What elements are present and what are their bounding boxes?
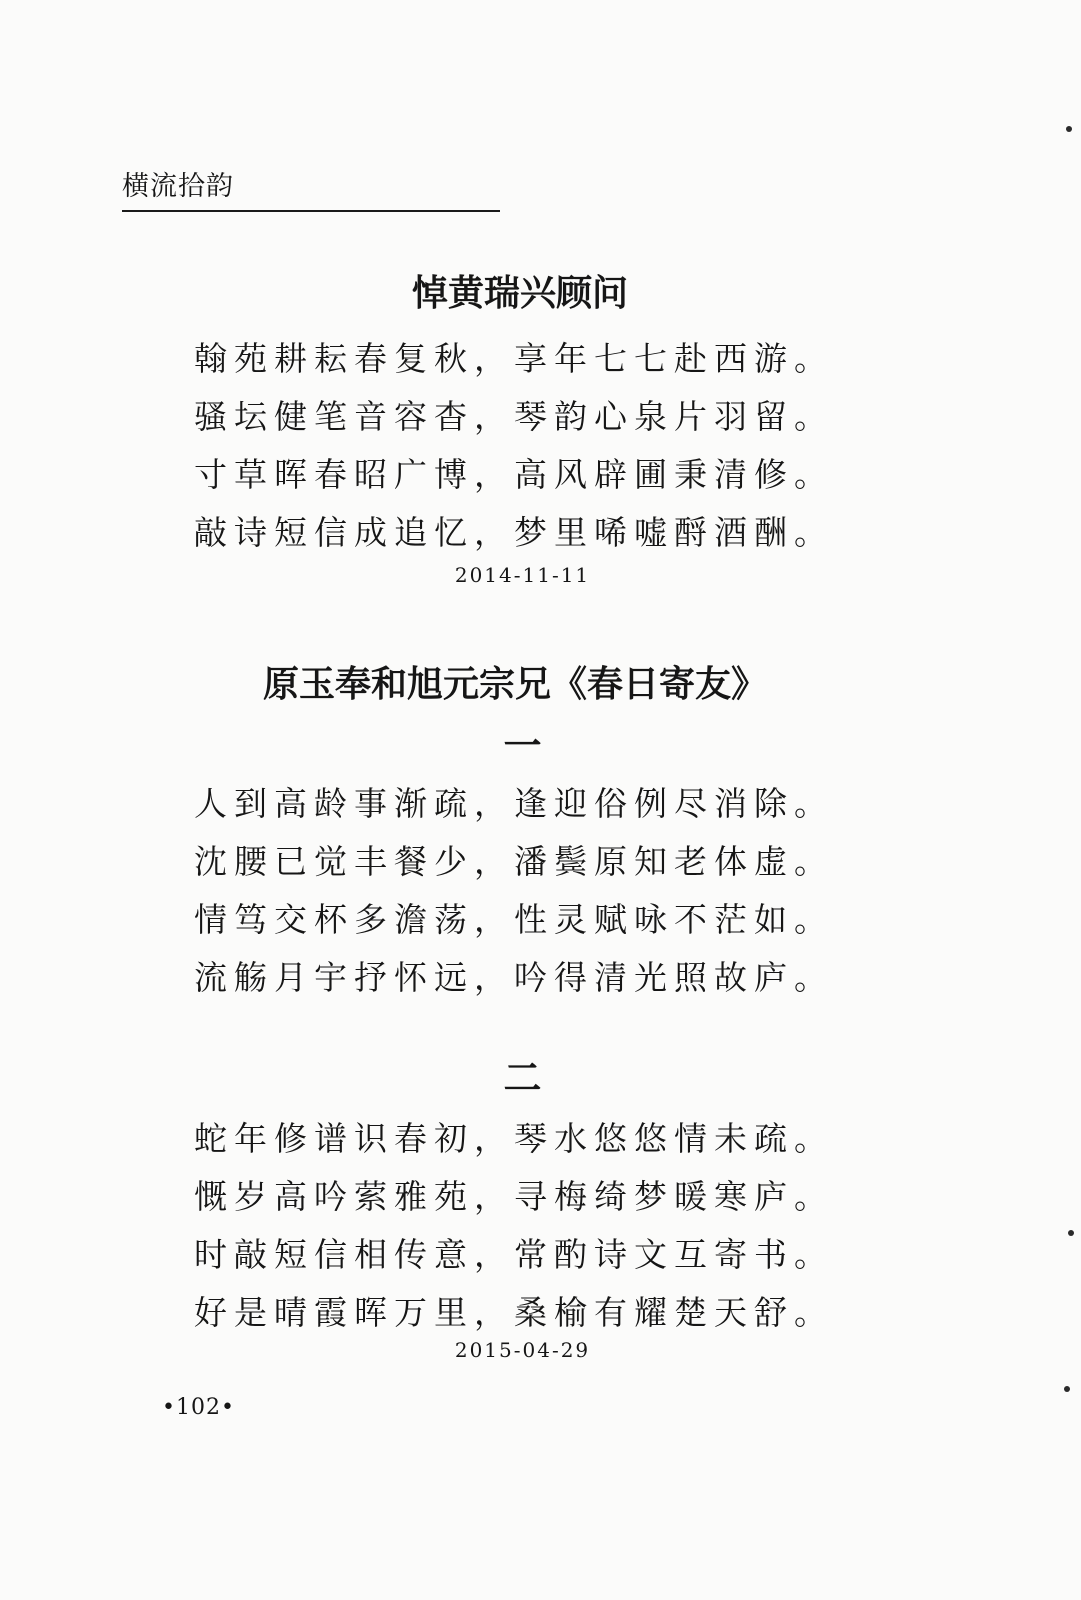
running-title: 横流拾韵 — [122, 171, 234, 202]
running-header — [122, 170, 500, 212]
poem-date: 2014-11-11 — [454, 563, 591, 587]
poem-line: 沈腰已觉丰餐少，潘鬓原知老体虚。 — [194, 842, 834, 881]
poem-line: 人到高龄事渐疏，逢迎俗例尽消除。 — [194, 784, 834, 823]
poem-title: 原玉奉和旭元宗兄《春日寄友》 — [262, 664, 767, 705]
scan-speck — [1066, 126, 1072, 132]
poem-body — [194, 1110, 1054, 1342]
poem-line: 好是晴霞晖万里，桑榆有耀楚天舒。 — [194, 1293, 834, 1332]
poem-line: 情笃交杯多澹荡，性灵赋咏不茫如。 — [194, 900, 834, 939]
poem-line: 敲诗短信成追忆，梦里唏嘘酹酒酬。 — [194, 513, 834, 552]
section-number: 一 — [503, 724, 542, 768]
poem-body — [194, 775, 1054, 1007]
page-number: •102• — [162, 1395, 235, 1420]
poem-line: 骚坛健笔音容杳，琴韵心泉片羽留。 — [194, 397, 834, 436]
poem-line: 寸草晖春昭广博，高风辟圃秉清修。 — [194, 455, 834, 494]
poem-date: 2015-04-29 — [454, 1338, 591, 1362]
poem-line: 蛇年修谱识春初，琴水悠悠情未疏。 — [194, 1119, 834, 1158]
poem-line: 慨岁高吟萦雅苑，寻梅绮梦暖寒庐。 — [194, 1177, 834, 1216]
section-number: 二 — [503, 1056, 542, 1100]
poem-title: 悼黄瑞兴顾问 — [411, 273, 628, 314]
poem-line: 翰苑耕耘春复秋，享年七七赴西游。 — [194, 339, 834, 378]
scan-speck — [1064, 1386, 1070, 1392]
poem-body — [194, 330, 1054, 562]
poem-line: 时敲短信相传意，常酌诗文互寄书。 — [194, 1235, 834, 1274]
scan-speck — [1068, 1230, 1074, 1236]
poem-line: 流觞月宇抒怀远，吟得清光照故庐。 — [194, 958, 834, 997]
